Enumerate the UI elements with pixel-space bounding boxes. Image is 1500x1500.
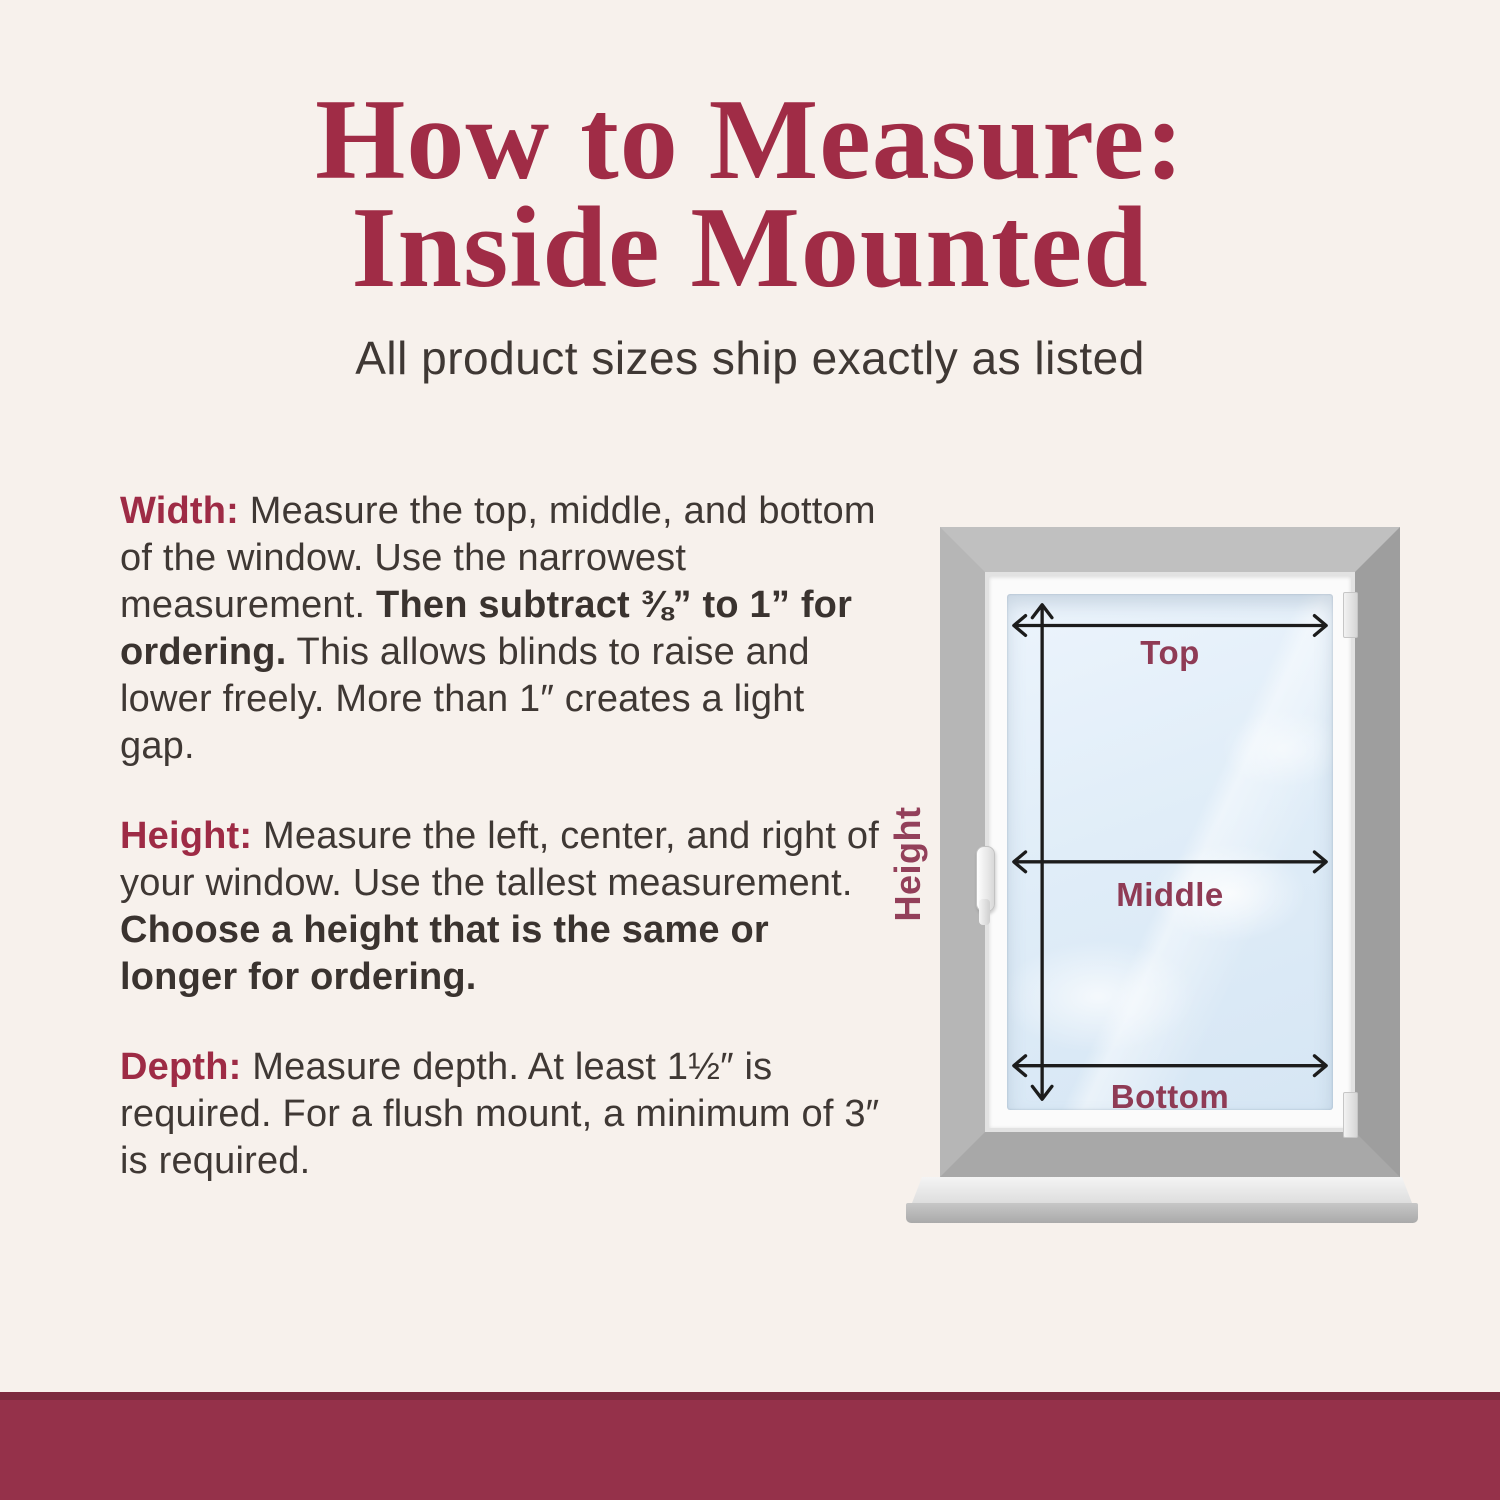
title-line-2: Inside Mounted bbox=[351, 184, 1149, 312]
window-sill-edge bbox=[906, 1203, 1418, 1223]
header bbox=[0, 76, 1500, 384]
instruction-paragraph bbox=[120, 813, 880, 1001]
subtitle: All product sizes ship exactly as listed bbox=[355, 332, 1145, 384]
window-hinge-top bbox=[1343, 592, 1358, 638]
instruction-text: This allows blinds to raise and lower freely. More than 1″ creates a light gap. bbox=[120, 631, 810, 767]
middle-width-arrow bbox=[1014, 852, 1326, 872]
instruction-bold-text: Then subtract ⅜” to 1” for ordering. bbox=[120, 584, 853, 673]
middle-width-label: Middle bbox=[1116, 876, 1224, 913]
top-width-arrow bbox=[1014, 616, 1326, 636]
window-handle bbox=[976, 846, 995, 912]
window-sill bbox=[912, 1177, 1412, 1203]
title-line-1: How to Measure: bbox=[315, 76, 1185, 204]
window-frame bbox=[985, 572, 1355, 1132]
height-axis-label: Height bbox=[887, 806, 928, 922]
page-title bbox=[0, 76, 1500, 312]
top-width-label: Top bbox=[1140, 634, 1200, 671]
instruction-bold-text: Choose a height that is the same or longer for ordering. bbox=[120, 909, 769, 998]
instruction-text: Measure the left, center, and right of your window. Use the tallest measurement. bbox=[120, 815, 879, 904]
instruction-label: Width: bbox=[120, 490, 240, 532]
instruction-label: Height: bbox=[120, 815, 253, 857]
bottom-width-label: Bottom bbox=[1110, 1078, 1230, 1115]
window-glass bbox=[1007, 594, 1333, 1115]
window-hinge-bottom bbox=[1343, 1092, 1358, 1138]
instruction-text: Measure the top, middle, and bottom of the window. Use the narrowest measurement. bbox=[120, 490, 876, 626]
instructions bbox=[120, 488, 880, 1228]
window-wall-frame bbox=[940, 527, 1400, 1177]
height-arrow bbox=[1032, 605, 1052, 1099]
window-diagram bbox=[887, 520, 1425, 1230]
footer-bar bbox=[0, 1392, 1500, 1500]
instruction-paragraph bbox=[120, 1044, 880, 1185]
instruction-paragraph bbox=[120, 488, 880, 770]
instruction-text: Measure depth. At least 1½″ is required. For a flush mount, a minimum of 3″ is required. bbox=[120, 1046, 880, 1182]
bottom-width-arrow bbox=[1014, 1056, 1326, 1076]
instruction-label: Depth: bbox=[120, 1046, 242, 1088]
